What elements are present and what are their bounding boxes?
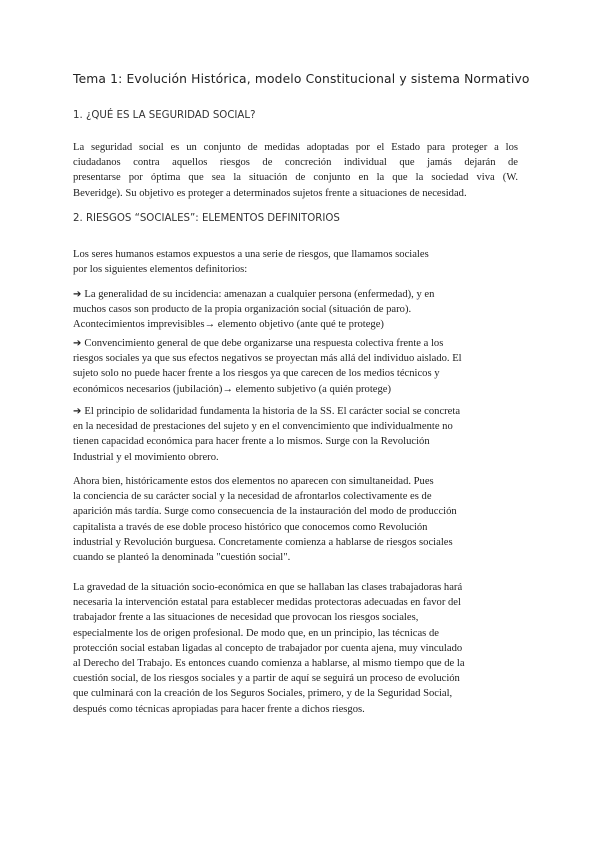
text-line: ciudadanos contra aquellos riesgos de concreción individual que jamás dejarán de <box>73 157 518 169</box>
paragraph-gravedad <box>73 580 518 717</box>
arrow-right-icon: ➔ <box>73 338 82 349</box>
bullet-convencimiento <box>73 336 518 397</box>
text-line: económicos necesarios (jubilación)→ elemento subjetivo (a quién protege) <box>73 383 391 395</box>
text-line: que culminará con la creación de los Seguros Sociales, primero, y de la Seguridad Social, <box>73 688 453 700</box>
text-line: riesgos sociales ya que sus efectos negativos se proyectan más allá del individuo aislado. El <box>73 353 462 365</box>
text-line: protección social estaban ligadas al concepto de trabajador por cuenta ajena, muy vinculado <box>73 642 463 654</box>
text-line: especialmente los de origen profesional. De modo que, en un principio, las técnicas de <box>73 627 439 639</box>
text-line: Industrial y el movimiento obrero. <box>73 451 219 463</box>
text-line <box>73 404 518 419</box>
text-line: al Derecho del Trabajo. Es entonces cuando comienza a hablarse, al mismo tiempo que de la <box>73 658 465 670</box>
document-title: Tema 1: Evolución Histórica, modelo Constitucional y sistema Normativo <box>73 72 530 86</box>
arrow-right-icon: ➔ <box>73 406 82 417</box>
text-line: cuestión social, de los riesgos sociales y a partir de aquí se seguirá un proceso de evolución <box>73 673 460 685</box>
text-line: en la necesidad de prestaciones del sujeto y en el convencimiento que individualmente no <box>73 421 453 433</box>
bullet-solidaridad <box>73 404 518 465</box>
text-line: muchos casos son producto de la propia organización social (situación de paro). <box>73 304 412 316</box>
text-line: La gravedad de la situación socio-económica en que se hallaban las clases trabajadoras hará <box>73 582 463 593</box>
text-line: después como técnicas apropiadas para hacer frente a dichos riesgos. <box>73 703 365 715</box>
text-line <box>73 336 518 351</box>
text-line: Beveridge). Su objetivo es proteger a determinados sujetos frente a situaciones de necesidad. <box>73 187 467 199</box>
text-line: industrial y Revolución burguesa. Concretamente comienza a hablarse de riesgos sociales <box>73 536 453 548</box>
text-line: aparición más tardía. Surge como consecuencia de la instauración del modo de producción <box>73 506 457 518</box>
section-2-intro <box>73 247 518 277</box>
text-line: trabajador frente a las situaciones de necesidad que provocan los riesgos sociales, <box>73 612 419 624</box>
paragraph-ahora-bien <box>73 474 518 565</box>
text-line: cuando se planteó la denominada "cuestión social". <box>73 552 291 564</box>
section-1-heading: 1. ¿QUÉ ES LA SEGURIDAD SOCIAL? <box>73 110 256 121</box>
arrow-right-icon: ➔ <box>73 289 82 300</box>
bullet-generalidad <box>73 287 518 333</box>
text-line: capitalista a través de ese doble proceso histórico que conocemos como Revolución <box>73 521 428 533</box>
section-2-heading: 2. RIESGOS “SOCIALES”: ELEMENTOS DEFINITORIOS <box>73 213 340 224</box>
text-line: necesaria la intervención estatal para establecer medidas protectoras adecuadas en favor del <box>73 597 461 609</box>
text-line: por los siguientes elementos definitorios: <box>73 264 248 276</box>
text-line: La seguridad social es un conjunto de medidas adoptadas por el Estado para proteger a los <box>73 142 518 153</box>
bullet-text: El principio de solidaridad fundamenta la historia de la SS. El carácter social se concreta <box>84 406 461 417</box>
text-line: presentarse por óptima que sea la situación de conjunto en la que la sociedad viva (W. <box>73 172 518 184</box>
text-line: Los seres humanos estamos expuestos a una serie de riesgos, que llamamos sociales <box>73 249 429 260</box>
bullet-text: La generalidad de su incidencia: amenazan a cualquier persona (enfermedad), y en <box>84 289 435 300</box>
text-line: la conciencia de su carácter social y la necesidad de afrontarlos colectivamente es de <box>73 491 432 503</box>
bullet-text: Convencimiento general de que debe organizarse una respuesta colectiva frente a los <box>84 338 444 349</box>
text-line: Ahora bien, históricamente estos dos elementos no aparecen con simultaneidad. Pues <box>73 476 434 487</box>
text-line <box>73 287 518 302</box>
section-1-paragraph <box>73 140 518 201</box>
text-line: tienen capacidad económica para hacer frente a lo mismos. Surge con la Revolución <box>73 436 430 448</box>
text-line: sujeto solo no puede hacer frente a los riesgos ya que carecen de los medios técnicos y <box>73 368 440 380</box>
text-line: Acontecimientos imprevisibles→ elemento objetivo (ante qué te protege) <box>73 319 384 331</box>
